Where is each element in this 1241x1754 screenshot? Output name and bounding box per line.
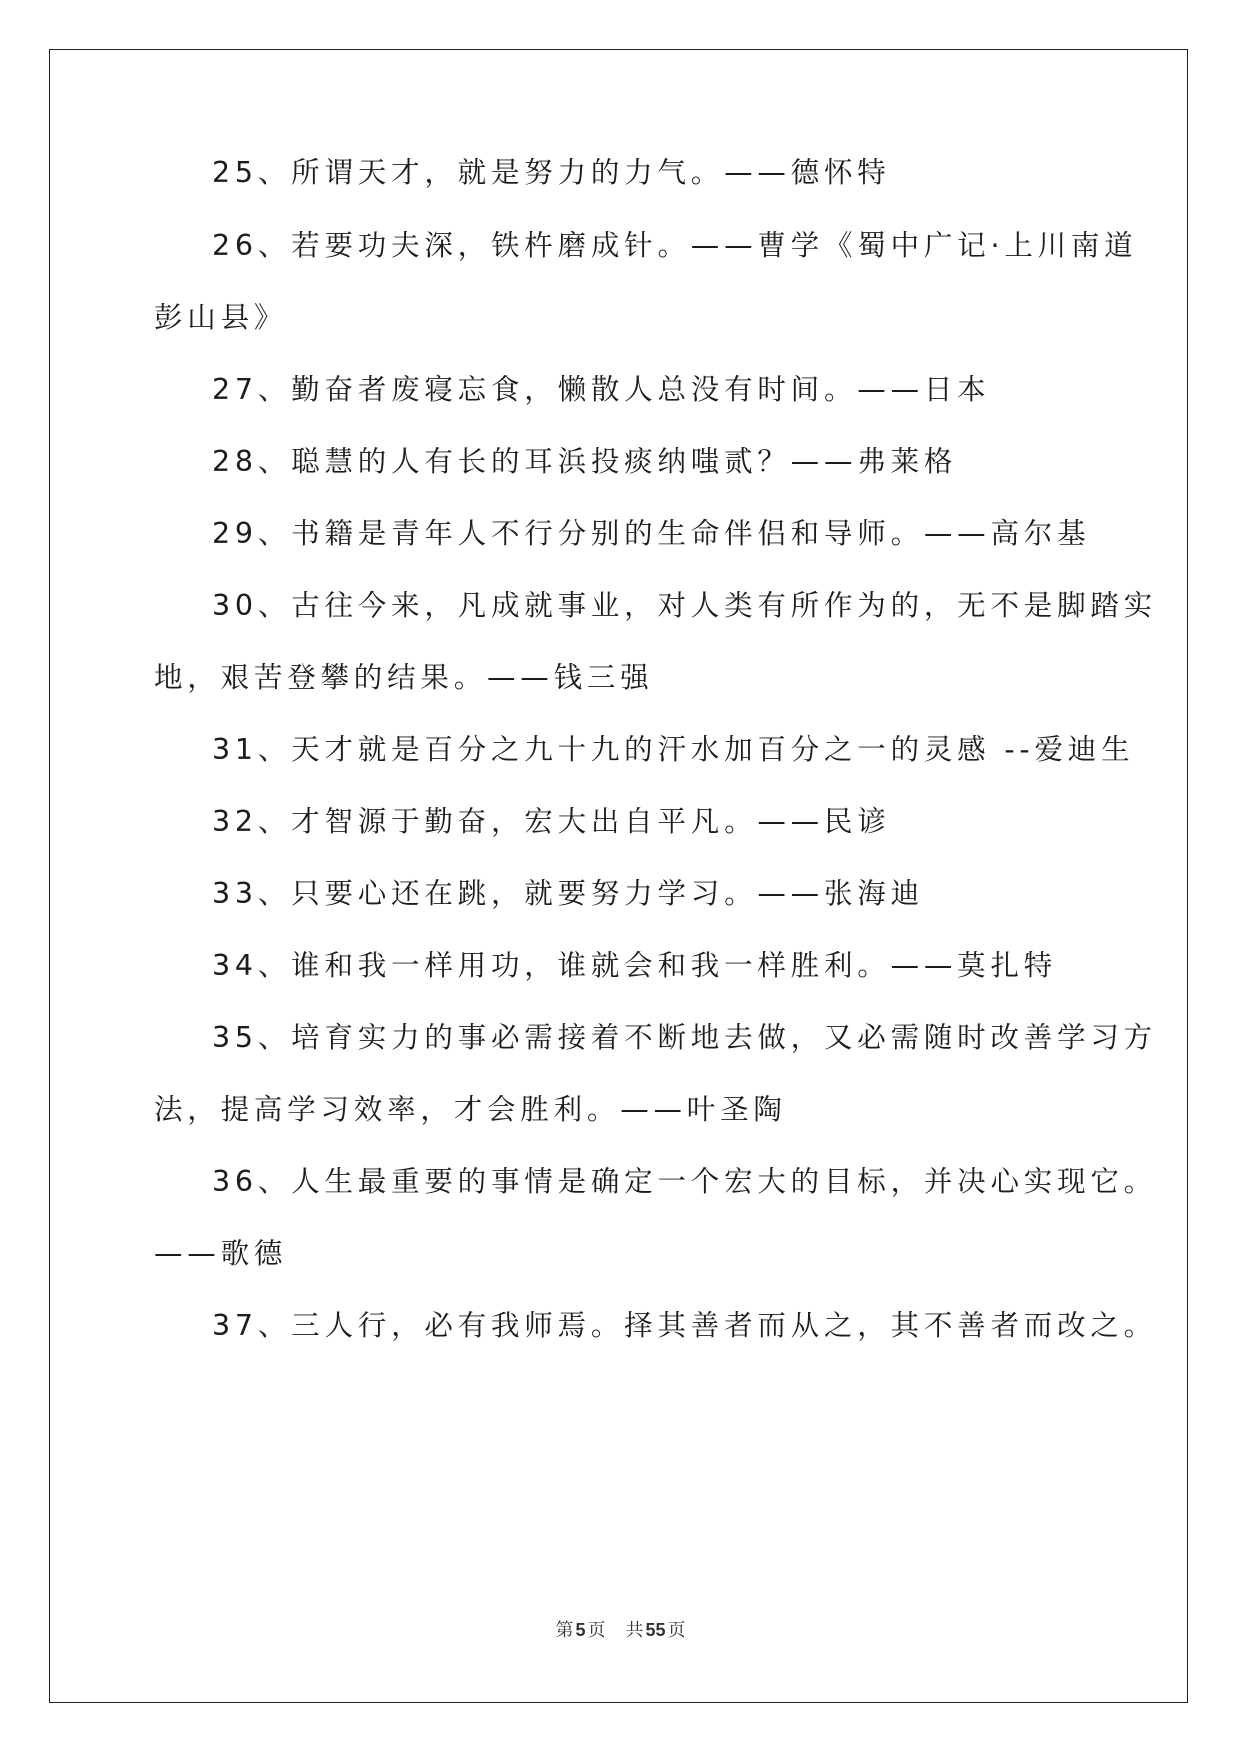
footer-page-number: 5: [575, 1620, 586, 1640]
quote-30-line-2: 地，艰苦登攀的结果。——钱三强: [154, 661, 654, 694]
quote-26-line-2: 彭山县》: [154, 301, 288, 334]
quote-30-line-1: 30、古往今来，凡成就事业，对人类有所作为的，无不是脚踏实: [212, 589, 1157, 622]
quote-28-line: 28、聪慧的人有长的耳浜投痰纳嗤贰？——弗莱格: [212, 445, 958, 478]
footer-total-suffix: 页: [667, 1620, 686, 1641]
quote-36-line-1: 36、人生最重要的事情是确定一个宏大的目标，并决心实现它。: [212, 1165, 1157, 1198]
quote-26-line-1: 26、若要功夫深，铁杵磨成针。——曹学《蜀中广记·上川南道: [212, 229, 1138, 262]
quote-31-line: 31、天才就是百分之九十九的汗水加百分之一的灵感 --爱迪生: [212, 733, 1135, 766]
footer-page-prefix: 第: [555, 1620, 574, 1641]
quote-34-line: 34、谁和我一样用功，谁就会和我一样胜利。——莫扎特: [212, 949, 1058, 982]
footer-page-suffix: 页: [587, 1620, 606, 1641]
footer-total-pages: 55: [645, 1620, 666, 1640]
quote-35-line-1: 35、培育实力的事必需接着不断地去做，又必需随时改善学习方: [212, 1021, 1157, 1054]
quote-25-line: 25、所谓天才，就是努力的力气。——德怀特: [212, 156, 891, 189]
quote-33-line: 33、只要心还在跳，就要努力学习。——张海迪: [212, 877, 924, 910]
quote-35-line-2: 法，提高学习效率，才会胜利。——叶圣陶: [154, 1093, 787, 1126]
quote-36-line-2: ——歌德: [154, 1237, 288, 1270]
quote-37-line: 37、三人行，必有我师焉。择其善者而从之，其不善者而改之。: [212, 1309, 1157, 1342]
quote-32-line: 32、才智源于勤奋，宏大出自平凡。——民谚: [212, 805, 891, 838]
footer-total-prefix: 共: [625, 1620, 644, 1641]
quote-27-line: 27、勤奋者废寝忘食，懒散人总没有时间。——日本: [212, 373, 991, 406]
quote-29-line: 29、书籍是青年人不行分别的生命伴侣和导师。——高尔基: [212, 517, 1091, 550]
page-footer: [0, 1618, 1241, 1643]
